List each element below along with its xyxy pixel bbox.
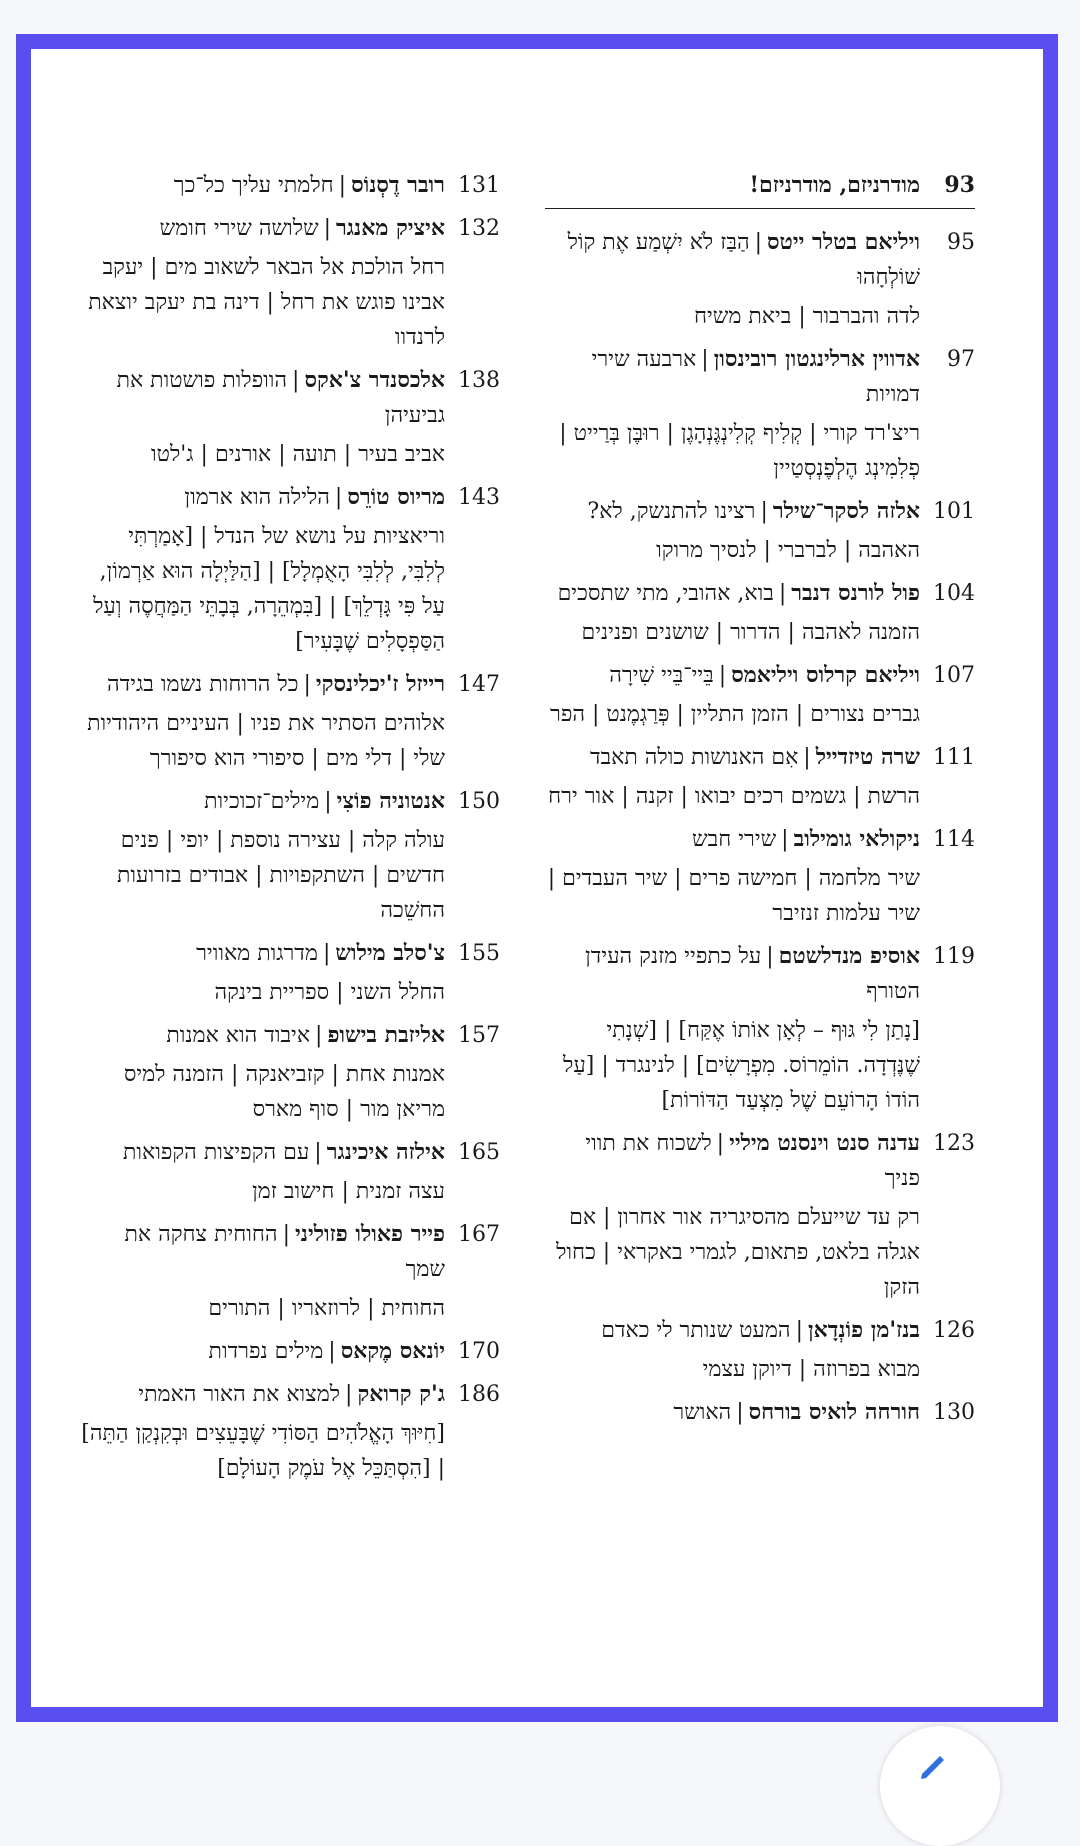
page-number: 150 [458,789,500,814]
author-name: פייר פאולו פזוליני [295,1221,445,1247]
page-number: 165 [458,1140,500,1165]
separator: | [754,230,763,255]
toc-left-column [80,168,500,1494]
separator: | [322,941,331,966]
separator: | [778,581,787,606]
entry-subtitles: הזמנה לאהבה | הדרור | שושנים ופנינים [581,620,920,645]
entry-title: מילים נפרדות [208,1339,324,1364]
entry-title: שירי חבש [692,827,777,852]
toc-entry [80,480,500,659]
author-name: שרה טיזדייל [815,744,920,770]
entry-title: לשכוח את תווי פניך [585,1131,920,1191]
entry-heading [80,1377,445,1412]
entry-subtitles: מבוא בפרוזה | דיוקן עצמי [702,1357,920,1382]
entry-title: האושר [673,1400,732,1425]
author-name: בנז'מן פוֹנְדָאן [808,1317,920,1343]
entry-heading [545,342,920,412]
entry-title: החוחית צחקה את שמך [124,1222,445,1282]
toc-entry [545,939,975,1118]
page-number: 143 [458,485,500,510]
author-name: איציק מאנגר [335,215,445,241]
author-name: ויליאם בטלר ייטס [767,229,920,255]
entry-subtitles: וריאציות על נושא של הנדל | [אָמַרְתִּי לְלִבִּי, לְלִבִּי הָאֻמְלָל] | [הַלַּיְלָה הוּא אַרְמוֹן, עַל פִּי גָּדְלֵךְ] | [בִּמְהֵרָה, בְּבָתֵּי הַמַּחֲסֶה וְעַל הַסַּפְסָלִים שֶׁבָּעִיר] [93,524,445,654]
separator: | [292,368,300,393]
page-number: 147 [458,672,500,697]
toc-entry [545,740,975,814]
toc-entry [80,1018,500,1127]
pencil-icon [914,1744,954,1784]
entry-subtitles: אביב בעיר | תועה | אורנים | ג'לטו [151,442,445,467]
toc-entry [80,211,500,355]
entry-heading [80,480,445,515]
separator: | [323,216,331,241]
entry-title: בוא, אהובי, מתי שתסכים [557,581,774,606]
separator: | [736,1400,744,1425]
entry-heading [80,1217,445,1287]
entry-heading [80,1135,445,1170]
separator: | [328,1339,336,1364]
page-number: 101 [933,499,975,524]
entry-heading [545,658,920,693]
entry-title: למצוא את האור האמתי [138,1382,341,1407]
page-number: 132 [458,216,500,241]
page-number: 119 [933,944,975,969]
entry-heading [80,1334,445,1369]
entry-subtitles: החוחית | לרוזאריו | התורים [208,1296,445,1321]
separator: | [314,1140,322,1165]
toc-entry [545,494,975,568]
page-number: 104 [933,581,975,606]
toc-entry [80,1377,500,1486]
entry-subtitles: אלוהים הסתיר את פניו | העיניים היהודיות שלי | דלי מים | סיפורי הוא סיפורך [87,711,445,771]
separator: | [345,1382,353,1407]
entry-subtitles: שיר מלחמה | חמישה פרים | שיר העבדים | שיר עלמות זנזיבר [547,866,920,926]
page-number: 107 [933,663,975,688]
entry-heading [545,494,920,529]
entry-heading [80,667,445,702]
entry-title: מילים־זכוכיות [204,789,320,814]
author-name: מריוס טוֹרֵס [347,484,445,510]
author-name: ניקולאי גומילוב [793,826,920,852]
entry-subtitles: האהבה | לברברי | לנסיך מרוקו [656,538,920,563]
author-name: אנטוניה פוֹצִי [336,788,445,814]
entry-title: שלושה שירי חומש [159,216,319,241]
page-number: 186 [458,1382,500,1407]
toc-right-column [545,168,975,1438]
separator: | [760,499,768,524]
toc-entry [545,576,975,650]
entry-title: עם הקפיצות הקפואות [123,1140,310,1165]
entry-title: כל הרוחות נשמו בגידה [107,672,299,697]
entry-heading [80,1018,445,1053]
entry-title: הלילה הוא ארמון [184,485,330,510]
entry-title: הוופלות פושטות את גביעיהן [116,368,445,428]
page-number: 126 [933,1318,975,1343]
entry-heading [80,211,445,246]
page-number: 157 [458,1023,500,1048]
entry-subtitles: הרשת | גשמים רכים יבואו | זקנה | אור ירח [548,784,920,809]
author-name: צ'סלב מילוש [335,940,445,966]
entry-subtitles: ריצ'רד קורי | קְלִיף קְלִינְגֶּנְהָגֶן | רוּבֶּן בְּרַייט | פְלִמִינְג הֶלְפֶנְסְטַיין [559,421,920,481]
author-name: אלזה לסקר־שילר [772,498,920,524]
toc-entry [545,1126,975,1305]
entry-heading [80,784,445,819]
page-number: 97 [947,347,975,372]
separator: | [795,1318,803,1343]
page-number: 114 [933,827,975,852]
toc-entry [80,667,500,776]
separator: | [338,173,347,198]
author-name: אילזה איכינגר [326,1139,445,1165]
toc-entry [80,1217,500,1326]
toc-entry [545,658,975,732]
entry-heading [80,936,445,971]
entry-heading [545,1313,920,1348]
page-number: 95 [947,230,975,255]
author-name: ג'ק קרואק [357,1381,445,1407]
toc-entry [545,1395,975,1430]
author-name: חורחה לואיס בורחס [748,1399,920,1425]
entry-subtitles: רחל הולכת אל הבאר לשאוב מים | יעקב אבינו פוגש את רחל | דינה בת יעקב יוצאת לרנדוו [88,255,445,350]
entry-subtitles: [נָתַן לִי גּוּף – לְאָן אוֹתוֹ אֶקַּח] | [שְׁנָתִי שֶׁנֶּדְדָה. הוֹמֵרוֹס. מִפְרָשִׂים] | לנינגרד | [עַל הוֹדוֹ הָרוֹעֵם שֶׁל מִצְעַד הַדּוֹרוֹת] [563,1018,920,1113]
entry-title: ארבעה שירי דמויות [591,347,920,407]
page-number: 138 [458,368,500,393]
separator: | [282,1222,291,1247]
toc-entry [80,784,500,928]
entry-subtitles: [חִיּוּךְ הָאֱלֹהִים הַסּוֹדִי שֶׁבָּעֵצִים וּבְקִנְקַן הַתֵּה] | [הִסְתַּכֵּל אֶל עֹמֶק הָעוֹלָם] [81,1421,445,1481]
entry-title: רצינו להתנשק, לא? [587,499,756,524]
entry-title: חלמתי עליך כל־כך [173,173,334,198]
entry-heading [80,363,445,433]
entry-heading [545,576,920,611]
separator: | [701,347,709,372]
entry-heading [545,939,920,1009]
author-name: ויליאם קרלוס ויליאמס [731,662,920,688]
author-name: אליזבת בישופ [327,1022,445,1048]
author-name: פול לורנס דנבר [791,580,920,606]
edit-button[interactable] [880,1726,1000,1846]
separator: | [315,1023,323,1048]
entry-subtitles: גברים נצורים | הזמן התליין | פְּרַגְמֶנט | הפר [550,702,920,727]
entry-title: אִם האנושות כולה תאבד [589,745,799,770]
toc-entry [80,936,500,1010]
author-name: יוֹנאס מֶקאס [340,1338,445,1364]
entry-subtitles: לדה והברבור | ביאת משיח [693,304,920,329]
toc-entry [80,168,500,203]
page-number: 130 [933,1400,975,1425]
page-number: 167 [458,1222,500,1247]
separator: | [716,1131,725,1156]
entry-heading [545,740,920,775]
separator: | [718,663,727,688]
toc-entry [80,1135,500,1209]
author-name: עדנה סנט וינסנט מיליי [729,1130,920,1156]
author-name: אוסיפ מנדלשטם [778,943,920,969]
separator: | [334,485,343,510]
entry-title: איבוד הוא אמנות [166,1023,311,1048]
entry-subtitles: החלל השני | ספריית בינקה [214,980,445,1005]
toc-entry [545,822,975,931]
toc-entry [80,1334,500,1369]
entry-title: על כתפיי מזנק העידן הטורף [585,944,920,1004]
separator: | [303,672,311,697]
author-name: רייזל ז'יכלינסקי [315,671,445,697]
entry-title: בֵּיי־בֵּיי שִׁירָה [609,663,714,688]
author-name: רובר דֶסְנוֹס [351,172,445,198]
entry-title: המעט שנותר לי כאדם [601,1318,791,1343]
entry-heading [545,822,920,857]
entry-heading [545,1395,920,1430]
entry-heading [545,1126,920,1196]
page-number: 111 [933,745,975,770]
entry-subtitles: עולה קלה | עצירה נוספת | יופי | פנים חדשים | השתקפויות | אבודים בזרועות החשֵׁכה [116,828,445,923]
entry-title: הַבַּז לֹא יִשְׁמַע אֶת קוֹל שׁוֹלְחָהוּ [567,230,920,290]
toc-entry [545,225,975,334]
toc-entry [80,363,500,472]
section-page-number: 93 [944,172,975,198]
page-number: 131 [458,173,500,198]
page-number: 155 [458,941,500,966]
section-header [545,168,975,209]
toc-entry [545,342,975,486]
toc-entries [80,168,500,1486]
separator: | [781,827,789,852]
entry-subtitles: אמנות אחת | קזביאנקה | הזמנה למיס מריאן מור | סוף מארס [123,1062,445,1122]
entry-heading [545,225,920,295]
separator: | [766,944,774,969]
author-name: אלכסנדר צ'אקס [304,367,445,393]
toc-entries [545,225,975,1430]
separator: | [803,745,811,770]
entry-subtitles: רק עד שייעלם מהסיגריה אור אחרון | אם אגלה בלאט, פתאום, לגמרי באקראי | כחול הזקן [556,1205,920,1300]
entry-title: מדרגות מאוויר [196,941,318,966]
section-title: מודרניזם, מודרניזם! [749,172,920,198]
toc-entry [545,1313,975,1387]
page-number: 170 [458,1339,500,1364]
separator: | [324,789,332,814]
entry-heading [80,168,445,203]
entry-subtitles: עצה זמנית | חישוב זמן [252,1179,445,1204]
author-name: אדווין ארלינגטון רובינסון [713,346,920,372]
page-number: 123 [933,1131,975,1156]
